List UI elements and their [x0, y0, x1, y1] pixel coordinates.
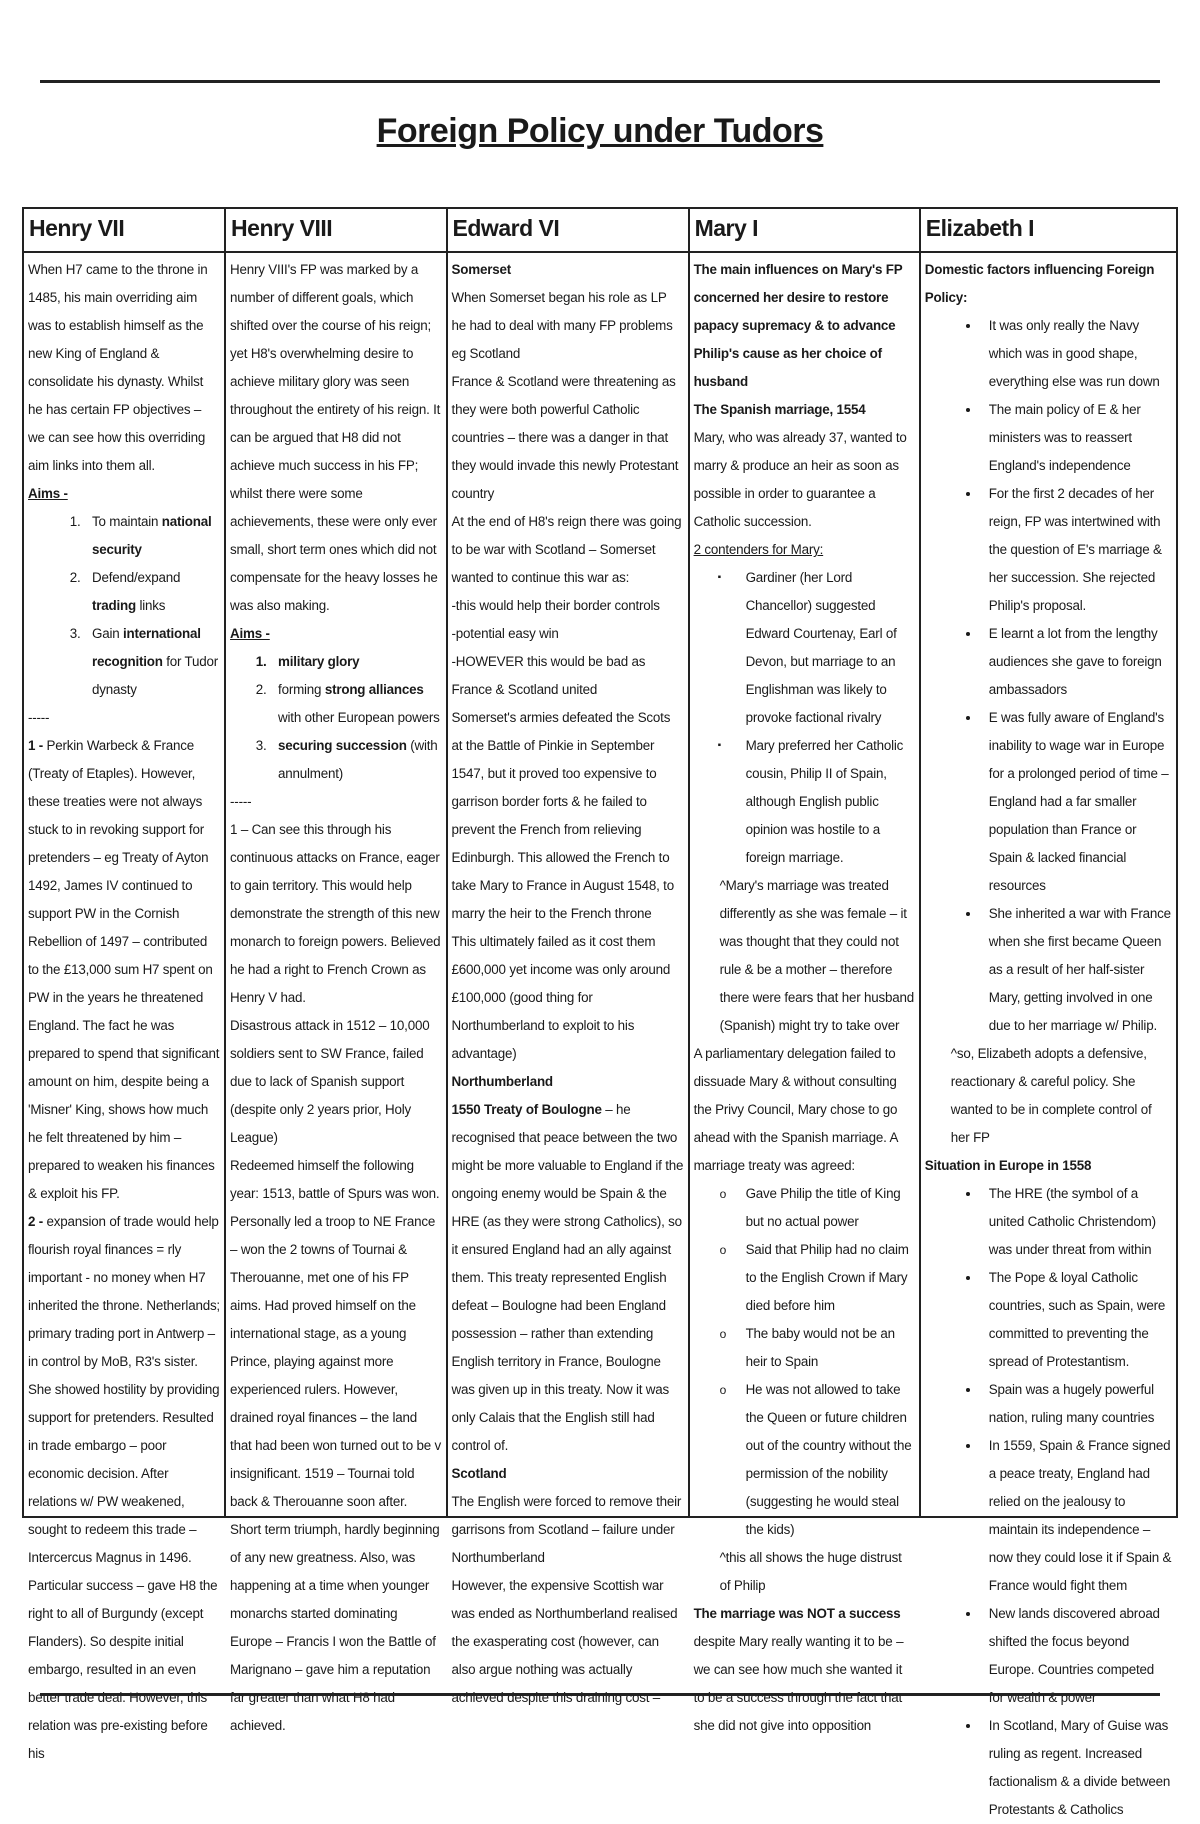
header-row	[23, 208, 1177, 252]
h7-aim3-text: Gain	[92, 626, 124, 641]
h7-aims-label: Aims -	[28, 486, 68, 501]
header-mary-i: Mary I	[689, 208, 920, 252]
e6-treaty-text: – he recognised that peace between the two might be more valuable to England if the ongoing enemy would be Spain & the HRE (as they were strong Catholics), so it ensured England had an ally against them. This treaty represented English defeat – Boulogne had been England possession – rather than extending English territory in France, Boulogne was given up in this treaty. Now it was only Calais that the English still had control of.	[451, 1102, 684, 1453]
e1-heading-domestic: Domestic factors influencing Foreign Policy:	[924, 262, 1155, 305]
m1-success-text: despite Mary really wanting it to be – we can see how much she wanted it to be a success through the fact that she did not give into opposition	[693, 1634, 904, 1733]
cell-elizabeth-i	[920, 252, 1177, 1817]
h7-aim2-bold: trading	[92, 598, 136, 613]
m1-heading-marriage: The Spanish marriage, 1554	[693, 402, 866, 417]
e1-note: ^so, Elizabeth adopts a defensive, reactionary & careful policy. She wanted to be in complete control of her FP	[950, 1046, 1152, 1145]
h7-point-1-num: 1 -	[28, 738, 44, 753]
h7-separator: -----	[28, 710, 50, 725]
e6-para-4: Somerset's armies defeated the Scots at the Battle of Pinkie in September 1547, but it proved too expensive to garrison border forts & he failed to prevent the French from relieving Edinburgh. This allowed the French to take Mary to France in August 1548, to marry the heir to the French throne	[451, 710, 674, 921]
list-item: o Said that Philip had no claim to the English Crown if Mary died before him	[746, 1236, 915, 1320]
list-item: • The HRE (the symbol of a united Catholic Christendom) was under threat from within	[981, 1180, 1172, 1264]
h7-point-2-num: 2 -	[28, 1214, 44, 1229]
h7-aim2-post: links	[135, 598, 166, 613]
h7-aim3-bold: international recognition	[92, 626, 201, 669]
cell-edward-vi	[447, 252, 689, 1705]
page-title: Foreign Policy under Tudors	[376, 112, 824, 150]
m1-intro: The main influences on Mary's FP concerned her desire to restore papacy supremacy & to advance Philip's cause as her choice of husband	[693, 262, 903, 389]
m1-note-2: ^this all shows the huge distrust of Philip	[719, 1550, 902, 1593]
list-item: o Gave Philip the title of King but no actual power	[746, 1180, 915, 1236]
m1-treaty-list	[694, 1180, 915, 1544]
h8-point-2: Disastrous attack in 1512 – 10,000 soldiers sent to SW France, failed due to lack of Spanish support (despite only 2 years prior, Holy League)	[230, 1018, 430, 1145]
e6-reason-2: -potential easy win	[451, 626, 559, 641]
e1-situation-list	[925, 1180, 1172, 1824]
list-item: • New lands discovered abroad shifted the focus beyond Europe. Countries competed for wealth & power	[981, 1600, 1172, 1712]
list-item: • The Pope & loyal Catholic countries, such as Spain, were committed to preventing the spread of Protestantism.	[981, 1264, 1172, 1376]
h8-aims-label: Aims -	[230, 626, 270, 641]
h8-aim3-bold: securing succession	[278, 738, 407, 753]
e6-heading-scotland: Scotland	[451, 1466, 507, 1481]
h7-point-2	[28, 1208, 220, 1768]
list-item: o The baby would not be an heir to Spain	[746, 1320, 915, 1376]
list-item	[270, 676, 442, 732]
h8-aim2-post: with other European powers	[278, 710, 440, 725]
list-item: ▪ Mary preferred her Catholic cousin, Philip II of Spain, although English public opinion was hostile to a foreign marriage.	[746, 732, 915, 872]
h8-aims-list	[230, 648, 442, 788]
m1-para-3	[694, 1600, 915, 1740]
m1-para-1: Mary, who was already 37, wanted to marry & produce an heir as soon as possible in order to guarantee a Catholic succession.	[693, 430, 907, 529]
h8-separator: -----	[230, 794, 252, 809]
e6-reason-1: -this would help their border controls	[451, 598, 660, 613]
list-item: • For the first 2 decades of her reign, FP was intertwined with the question of E's marriage & her succession. She rejected Philip's proposal.	[981, 480, 1172, 620]
header-henry-vii: Henry VII	[23, 208, 225, 252]
m1-success-bold: The marriage was NOT a success	[693, 1606, 901, 1621]
e6-heading-somerset: Somerset	[451, 262, 511, 277]
e6-heading-northumberland: Northumberland	[451, 1074, 553, 1089]
m1-contenders: 2 contenders for Mary:	[693, 542, 824, 557]
cell-mary-i	[689, 252, 920, 1733]
h7-aim3-post: for Tudor dynasty	[92, 654, 219, 697]
list-item: • The main policy of E & her ministers was to reassert England's independence	[981, 396, 1172, 480]
e6-para-5: This ultimately failed as it cost them £600,000 yet income was only around £100,000 (good thing for Northumberland to exploit to his advantage)	[451, 934, 671, 1061]
m1-contenders-list	[694, 564, 915, 872]
h8-aim3-post: (with annulment)	[278, 738, 438, 781]
e6-reason-3: -HOWEVER this would be bad as France & Scotland united	[451, 654, 646, 697]
h7-point-2-text: expansion of trade would help flourish royal finances = rly important - no money when H7 inherited the throne. Netherlands; primary trading port in Antwerp – in control by MoB, R3's sister. She showed hostility by providing support for pretenders. Resulted in trade embargo – poor economic decision. After relations w/ PW weakened, sought to redeem this trade – Intercercus Magnus in 1496. Particular success – gave H8 the right to all of Burgundy (except Flanders). So despite initial embargo, resulted in an even better trade deal. However, this relation was pre-existing before his	[28, 1214, 220, 1761]
e6-treaty-bold: 1550 Treaty of Boulogne	[451, 1102, 602, 1117]
h7-aim1-text: To maintain	[92, 514, 162, 529]
cell-henry-vii	[23, 252, 225, 1761]
header-edward-vi: Edward VI	[447, 208, 689, 252]
h8-point-3: Redeemed himself the following year: 1513, battle of Spurs was won. Personally led a troop to NE France – won the 2 towns of Tournai & Therouanne, met one of his FP aims. Had proved himself on the international stage, as a young Prince, playing against more experienced rulers. However, drained royal finances – the land that had been won turned out to be v insignificant. 1519 – Tournai told back & Therouanne soon after. Short term triumph, hardly beginning of any new greatness. Also, was happening at a time when younger monarchs started dominating Europe – Francis I won the Battle of Marignano – gave him a reputation far greater than what H8 had achieved.	[230, 1158, 441, 1733]
cell-henry-viii	[225, 252, 447, 1733]
content-row	[23, 252, 1177, 1517]
h8-aim1-bold: military glory	[278, 654, 360, 669]
list-item	[270, 732, 442, 788]
e6-para-2: France & Scotland were threatening as they were both powerful Catholic countries – there was a danger in that they would invade this newly Protestant country	[451, 374, 679, 501]
list-item	[84, 508, 220, 564]
list-item	[84, 564, 220, 620]
h7-aim2-text: Defend/expand	[92, 570, 181, 585]
h8-intro: Henry VIII's FP was marked by a number of different goals, which shifted over the course of his reign; yet H8's overwhelming desire to achieve military glory was seen throughout the entirety of his reign. It can be argued that H8 did not achieve much success in his FP; whilst there were some achievements, these were only ever small, short term ones which did not compensate for the heavy losses he was also making.	[230, 262, 441, 613]
foreign-policy-table	[22, 207, 1178, 1817]
h8-aim2-bold: strong alliances	[324, 682, 424, 697]
e6-para-6	[452, 1096, 684, 1460]
top-rule	[40, 80, 1160, 83]
list-item	[270, 648, 442, 676]
e6-para-8: However, the expensive Scottish war was ended as Northumberland realised the exasperating cost (however, can also argue nothing was actually achieved despite this draining cost –	[451, 1578, 678, 1705]
list-item: • E learnt a lot from the lengthy audiences she gave to foreign ambassadors	[981, 620, 1172, 704]
h7-intro: When H7 came to the throne in 1485, his main overriding aim was to establish himself as the new King of England & consolidate his dynasty. Whilst he has certain FP objectives – we can see how this overriding aim links into them all.	[28, 262, 208, 473]
m1-para-2: A parliamentary delegation failed to dissuade Mary & without consulting the Privy Council, Mary chose to go ahead with the Spanish marriage. A marriage treaty was agreed:	[693, 1046, 898, 1173]
h7-point-1-text: Perkin Warbeck & France (Treaty of Etaples). However, these treaties were not always stuck to in revoking support for pretenders – eg Treaty of Ayton 1492, James IV continued to support PW in the Cornish Rebellion of 1497 – contributed to the £13,000 sum H7 spent on PW in the years he threatened England. The fact he was prepared to spend that significant amount on him, despite being a 'Misner' King, shows how much he felt threatened by him – prepared to weaken his finances & exploit his FP.	[28, 738, 220, 1201]
list-item: • Spain was a hugely powerful nation, ruling many countries	[981, 1376, 1172, 1432]
e1-domestic-list	[925, 312, 1172, 1040]
header-henry-viii: Henry VIII	[225, 208, 447, 252]
list-item: • She inherited a war with France when she first became Queen as a result of her half-sister Mary, getting involved in one due to her marriage w/ Philip.	[981, 900, 1172, 1040]
e6-para-1: When Somerset began his role as LP he had to deal with many FP problems eg Scotland	[451, 290, 673, 361]
list-item: • In 1559, Spain & France signed a peace treaty, England had relied on the jealousy to maintain its independence – now they could lose it if Spain & France would fight them	[981, 1432, 1172, 1600]
e6-para-3: At the end of H8's reign there was going to be war with Scotland – Somerset wanted to continue this war as:	[451, 514, 682, 585]
header-elizabeth-i: Elizabeth I	[920, 208, 1177, 252]
list-item: • E was fully aware of England's inability to wage war in Europe for a prolonged period of time – England had a far smaller population than France or Spain & lacked financial resources	[981, 704, 1172, 900]
h7-point-1	[28, 732, 220, 1208]
list-item: • In Scotland, Mary of Guise was ruling as regent. Increased factionalism & a divide between Protestants & Catholics	[981, 1712, 1172, 1824]
m1-note-1: ^Mary's marriage was treated differently as she was female – it was thought that they could not rule & be a mother – therefore there were fears that her husband (Spanish) might try to take over	[719, 878, 914, 1033]
list-item: • It was only really the Navy which was in good shape, everything else was run down	[981, 312, 1172, 396]
e1-heading-situation: Situation in Europe in 1558	[924, 1158, 1092, 1173]
list-item: o He was not allowed to take the Queen or future children out of the country without the permission of the nobility (suggesting he would steal the kids)	[746, 1376, 915, 1544]
list-item: ▪ Gardiner (her Lord Chancellor) suggested Edward Courtenay, Earl of Devon, but marriage to an Englishman was likely to provoke factional rivalry	[746, 564, 915, 732]
bottom-rule	[40, 1693, 1160, 1696]
list-item	[84, 620, 220, 704]
h8-aim2-text: forming	[278, 682, 325, 697]
h7-aim1-bold: national security	[92, 514, 212, 557]
h8-point-1: 1 – Can see this through his continuous attacks on France, eager to gain territory. This would help demonstrate the strength of this new monarch to foreign powers. Believed he had a right to French Crown as Henry V had.	[230, 822, 441, 1005]
e6-para-7: The English were forced to remove their garrisons from Scotland – failure under Northumberland	[451, 1494, 682, 1565]
h7-aims-list	[28, 508, 220, 704]
